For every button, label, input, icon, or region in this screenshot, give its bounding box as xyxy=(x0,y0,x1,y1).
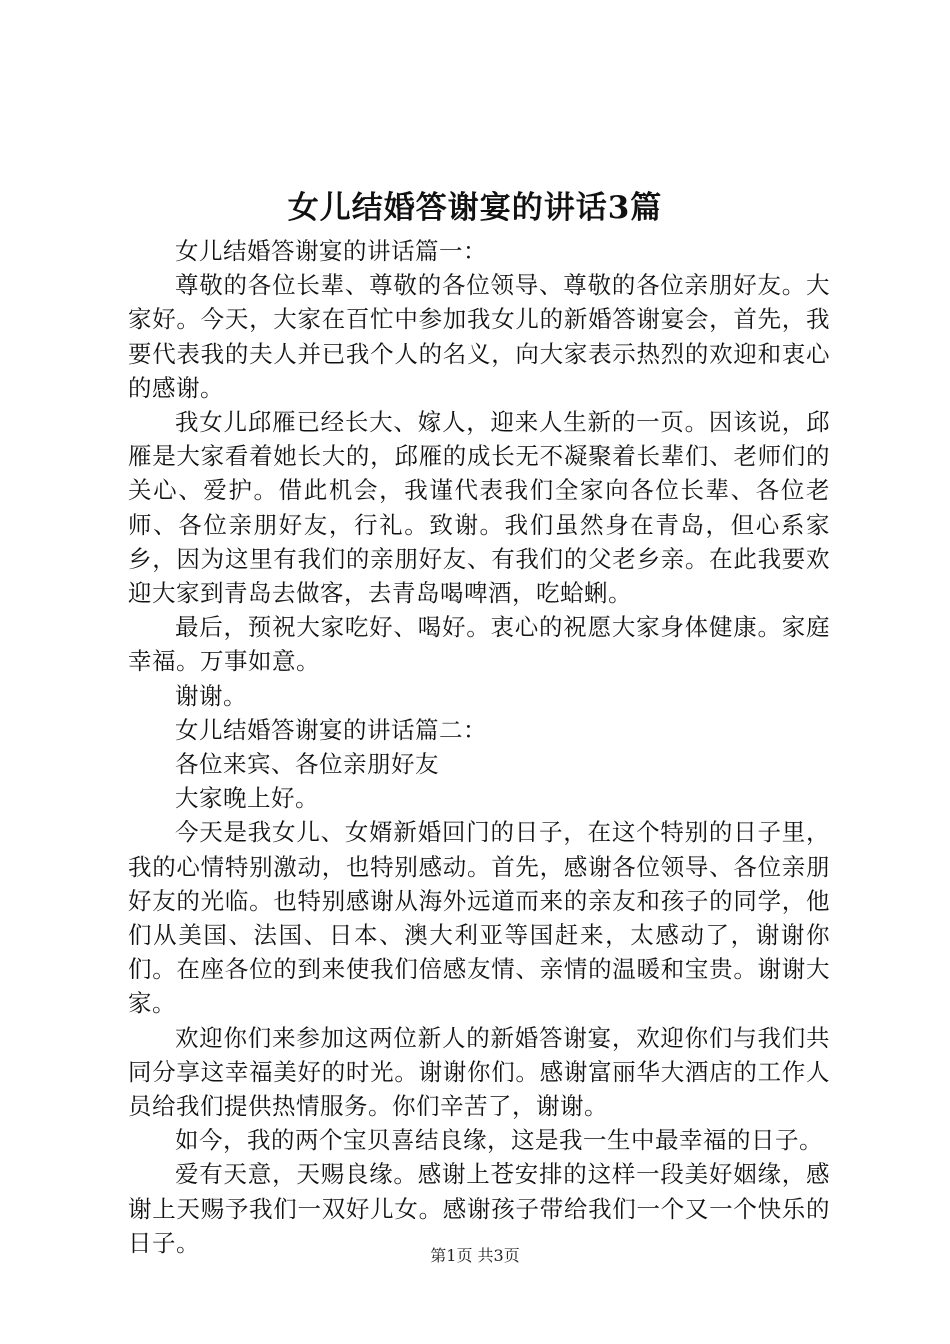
paragraph: 谢谢。 xyxy=(175,681,247,710)
paragraph: 女儿结婚答谢宴的讲话篇二： xyxy=(175,715,487,744)
paragraph: 今天是我女儿、女婿新婚回门的日子，在这个特别的日子里，我的心情特别激动，也特别感动。首先，感谢各位领导、各位亲朋好友的光临。也特别感谢从海外远道而来的亲友和孩子的同学，他们从美国、法国、日本、澳大利亚等国赶来，太感动了，谢谢你们。在座各位的到来使我们倍感友情、亲情的温暖和宝贵。谢谢大家。 xyxy=(128,818,830,1018)
paragraph: 欢迎你们来参加这两位新人的新婚答谢宴，欢迎你们与我们共同分享这幸福美好的时光。谢谢你们。感谢富丽华大酒店的工作人员给我们提供热情服务。你们辛苦了，谢谢。 xyxy=(128,1023,830,1121)
document-body xyxy=(128,234,830,1260)
paragraph: 尊敬的各位长辈、尊敬的各位领导、尊敬的各位亲朋好友。大家好。今天，大家在百忙中参加我女儿的新婚答谢宴会，首先，我要代表我的夫人并已我个人的名义，向大家表示热烈的欢迎和衷心的感谢。 xyxy=(128,271,830,402)
paragraph: 我女儿邱雁已经长大、嫁人，迎来人生新的一页。因该说，邱雁是大家看着她长大的，邱雁的成长无不凝聚着长辈们、老师们的关心、爱护。借此机会，我谨代表我们全家向各位长辈、各位老师、各位亲朋好友，行礼。致谢。我们虽然身在青岛，但心系家乡，因为这里有我们的亲朋好友、有我们的父老乡亲。在此我要欢迎大家到青岛去做客，去青岛喝啤酒，吃蛤蜊。 xyxy=(128,408,830,608)
document-title: 女儿结婚答谢宴的讲话3篇 xyxy=(287,190,663,226)
paragraph: 如今，我的两个宝贝喜结良缘，这是我一生中最幸福的日子。 xyxy=(175,1126,823,1155)
paragraph: 爱有天意，天赐良缘。感谢上苍安排的这样一段美好姻缘，感谢上天赐予我们一双好儿女。感谢孩子带给我们一个又一个快乐的日子。 xyxy=(128,1160,830,1257)
paragraph: 女儿结婚答谢宴的讲话篇一： xyxy=(175,237,487,265)
paragraph: 最后，预祝大家吃好、喝好。衷心的祝愿大家身体健康。家庭幸福。万事如意。 xyxy=(128,613,830,676)
paragraph: 各位来宾、各位亲朋好友 xyxy=(175,750,439,779)
page-footer: 第1页 共3页 xyxy=(430,1246,520,1265)
paragraph: 大家晚上好。 xyxy=(175,784,319,813)
